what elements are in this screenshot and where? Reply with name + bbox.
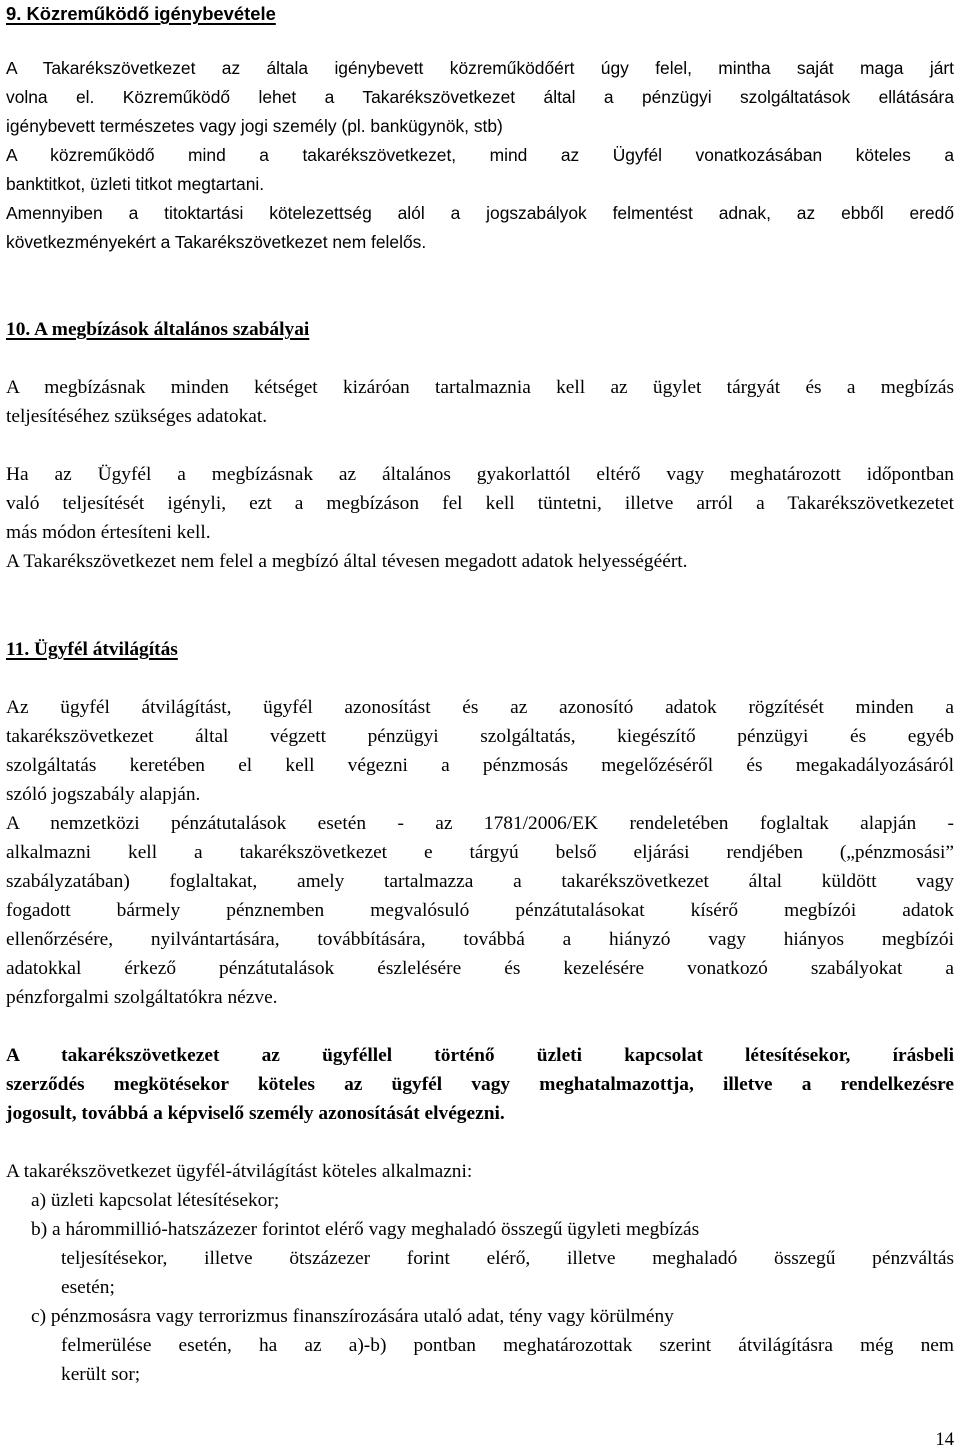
paragraph-line: fogadott bármely pénznemben megvalósuló pénzátutalásokat kísérő megbízói adatok <box>6 900 954 921</box>
section-9-heading: 9. Közreműködő igénybevétele <box>6 3 276 24</box>
paragraph-line: szóló jogszabály alapján. <box>6 784 201 805</box>
paragraph-line: pénzforgalmi szolgáltatókra nézve. <box>6 987 278 1008</box>
paragraph-line: Az ügyfél átvilágítást, ügyfél azonosítást és az azonosító adatok rögzítését minden a <box>6 697 954 718</box>
paragraph-line: A közreműködő mind a takarékszövetkezet, mind az Ügyfél vonatkozásában köteles a <box>6 145 954 165</box>
bold-paragraph-line: szerződés megkötésekor köteles az ügyfél vagy meghatalmazottja, illetve a rendelkezésre <box>6 1074 954 1095</box>
paragraph-line: szolgáltatás keretében el kell végezni a pénzmosás megelőzéséről és megakadályozásáról <box>6 755 954 776</box>
paragraph-line: adatokkal érkező pénzátutalások észlelésére és kezelésére vonatkozó szabályokat a <box>6 958 954 979</box>
section-10-heading: 10. A megbízások általános szabályai <box>6 319 310 340</box>
paragraph-line: való teljesítését igényli, ezt a megbízáson fel kell tüntetni, illetve arról a Takarékszövetkezetet <box>6 493 954 514</box>
list-item: c) pénzmosásra vagy terrorizmus finanszírozására utaló adat, tény vagy körülmény <box>31 1306 674 1327</box>
paragraph-line: A megbízásnak minden kétséget kizáróan tartalmaznia kell az ügylet tárgyát és a megbízás <box>6 377 954 398</box>
page-number: 14 <box>935 1429 954 1450</box>
list-item-continuation: teljesítésekor, illetve ötszázezer forint elérő, illetve meghaladó összegű pénzváltás <box>61 1248 954 1269</box>
paragraph-line: banktitkot, üzleti titkot megtartani. <box>6 174 265 194</box>
paragraph-line: takarékszövetkezet által végzett pénzügyi szolgáltatás, kiegészítő pénzügyi és egyéb <box>6 726 954 747</box>
paragraph-line: alkalmazni kell a takarékszövetkezet e tárgyú belső eljárási rendjében („pénzmosási” <box>6 842 954 863</box>
paragraph-line: A Takarékszövetkezet nem felel a megbízó által tévesen megadott adatok helyességéért. <box>6 551 688 572</box>
list-item-continuation: került sor; <box>61 1364 141 1385</box>
paragraph-line: igénybevett természetes vagy jogi személy (pl. bankügynök, stb) <box>6 116 503 136</box>
list-item: b) a hárommillió-hatszázezer forintot elérő vagy meghaladó összegű ügyleti megbízás <box>31 1219 700 1240</box>
list-intro: A takarékszövetkezet ügyfél-átvilágítást köteles alkalmazni: <box>6 1161 473 1182</box>
list-item: a) üzleti kapcsolat létesítésekor; <box>31 1190 280 1211</box>
paragraph-line: Ha az Ügyfél a megbízásnak az általános gyakorlattól eltérő vagy meghatározott időpontban <box>6 464 954 485</box>
paragraph-line: más módon értesíteni kell. <box>6 522 211 543</box>
paragraph-line: Amennyiben a titoktartási kötelezettség alól a jogszabályok felmentést adnak, az ebből eredő <box>6 203 954 223</box>
paragraph-line: A nemzetközi pénzátutalások esetén - az 1781/2006/EK rendeletében foglaltak alapján - <box>6 813 954 834</box>
paragraph-line: szabályzatában) foglaltakat, amely tartalmazza a takarékszövetkezet által küldött vagy <box>6 871 954 892</box>
list-item-continuation: esetén; <box>61 1277 115 1298</box>
paragraph-line: volna el. Közreműködő lehet a Takarékszövetkezet által a pénzügyi szolgáltatások ellátására <box>6 87 954 107</box>
bold-paragraph-line: A takarékszövetkezet az ügyféllel történő üzleti kapcsolat létesítésekor, írásbeli <box>6 1045 954 1066</box>
bold-paragraph-line: jogosult, továbbá a képviselő személy azonosítását elvégezni. <box>6 1103 505 1124</box>
paragraph-line: következményekért a Takarékszövetkezet nem felelős. <box>6 232 427 252</box>
paragraph-line: ellenőrzésére, nyilvántartására, továbbítására, továbbá a hiányzó vagy hiányos megbízói <box>6 929 954 950</box>
list-item-continuation: felmerülése esetén, ha az a)-b) pontban meghatározottak szerint átvilágításra még nem <box>61 1335 954 1356</box>
section-11-heading: 11. Ügyfél átvilágítás <box>6 639 178 660</box>
paragraph-line: A Takarékszövetkezet az általa igénybevett közreműködőért úgy felel, mintha saját maga járt <box>6 58 954 78</box>
paragraph-line: teljesítéséhez szükséges adatokat. <box>6 406 268 427</box>
